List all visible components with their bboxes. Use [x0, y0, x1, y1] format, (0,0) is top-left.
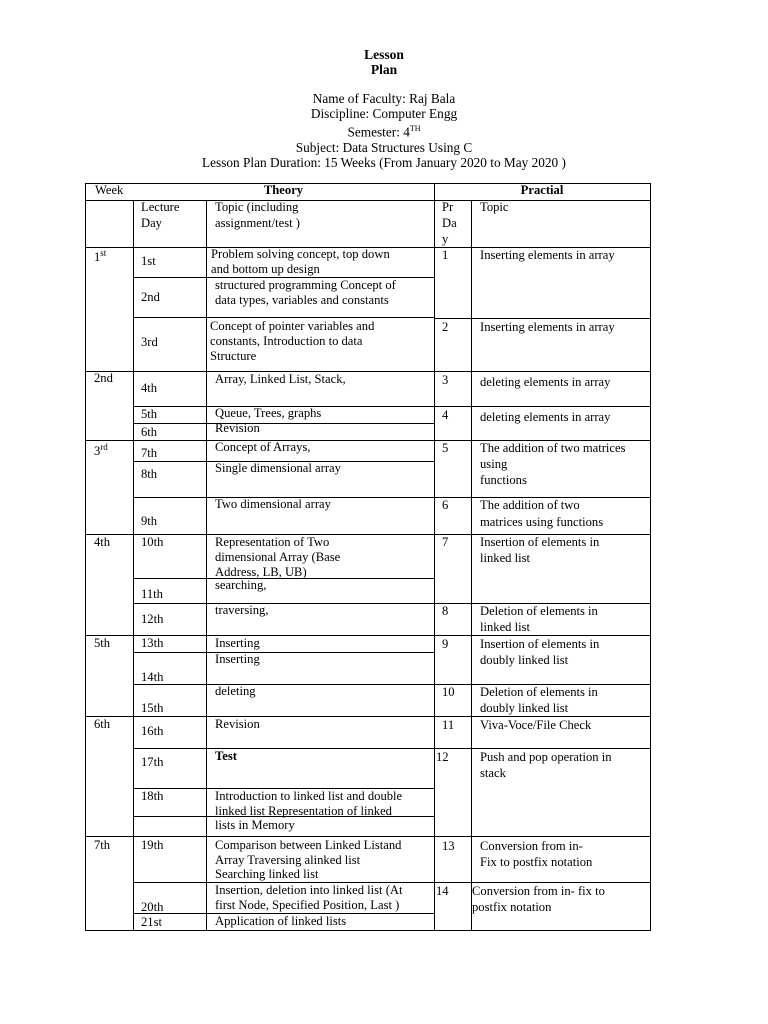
table-rule-horizontal: [85, 371, 651, 372]
lecture-day: 20th: [141, 900, 164, 914]
practical-topic: The addition of two matrices: [480, 441, 626, 455]
practical-day-header: y: [442, 232, 449, 246]
plan-duration: Lesson Plan Duration: 15 Weeks (From January 2020 to May 2020 ): [202, 155, 566, 171]
practical-topic: Insertion of elements in: [480, 637, 600, 651]
practical-topic: Deletion of elements in: [480, 685, 598, 699]
table-rule-horizontal: [85, 836, 651, 837]
table-rule-horizontal: [133, 603, 435, 604]
lecture-day: 12th: [141, 612, 164, 626]
table-rule-vertical: [471, 200, 472, 931]
lecture-topic: Single dimensional array: [215, 461, 341, 475]
week-label: 3rd: [94, 442, 108, 459]
lecture-day: 9th: [141, 514, 158, 528]
table-rule-horizontal: [85, 716, 651, 717]
lecture-day: 19th: [141, 838, 164, 852]
theory-topic-header: Topic (including: [215, 200, 299, 214]
lecture-day-header: Lecture: [141, 200, 180, 214]
table-rule-horizontal: [85, 930, 651, 931]
lesson-plan-title: [0, 47, 768, 77]
table-rule-horizontal: [85, 635, 651, 636]
lecture-day: 13th: [141, 636, 164, 650]
lecture-topic: Queue, Trees, graphs: [215, 406, 322, 420]
practical-day: 14: [436, 884, 449, 898]
table-rule-vertical: [133, 200, 134, 931]
lecture-day: 14th: [141, 670, 164, 684]
faculty-name: Name of Faculty: Raj Bala: [312, 91, 456, 106]
lecture-day: 2nd: [141, 290, 160, 304]
theory-topic-header: assignment/test ): [215, 216, 300, 230]
table-rule-vertical: [650, 183, 651, 931]
practical-day: 3: [442, 373, 449, 387]
lecture-topic: dimensional Array (Base: [215, 550, 341, 564]
lecture-topic: Comparison between Linked Listand: [215, 838, 402, 852]
practical-day: 11: [442, 718, 455, 732]
practical-day: 13: [442, 839, 455, 853]
subject: Subject: Data Structures Using C: [295, 140, 473, 156]
lecture-topic: first Node, Specified Position, Last ): [215, 897, 400, 912]
week-label: 2nd: [94, 371, 113, 385]
plan-info: [0, 91, 768, 170]
lecture-topic: Concept of Arrays,: [215, 440, 311, 454]
title-line-2: Plan: [370, 62, 398, 77]
lecture-topic: Revision: [215, 717, 260, 731]
lecture-topic: Application of linked lists: [215, 914, 347, 928]
lecture-day: 1st: [141, 254, 156, 268]
week-label: 7th: [94, 838, 111, 852]
table-rule-horizontal: [133, 423, 435, 424]
semester-suffix: TH: [409, 124, 421, 134]
lecture-topic: constants, Introduction to data: [210, 334, 363, 348]
theory-header: Theory: [263, 183, 304, 197]
practical-day: 12: [436, 750, 449, 764]
lecture-day-header: Day: [141, 216, 162, 230]
practical-day: 1: [442, 248, 449, 262]
practical-day: 4: [442, 408, 449, 422]
practical-topic: The addition of two: [480, 498, 580, 512]
week-suffix: st: [100, 248, 107, 258]
practical-topic: using: [480, 457, 508, 471]
discipline: Discipline: Computer Engg: [310, 106, 458, 122]
week-label: 6th: [94, 717, 111, 731]
week-suffix: rd: [100, 442, 108, 452]
lecture-topic: traversing,: [215, 603, 269, 617]
practical-day: 6: [442, 498, 449, 512]
practical-day: 7: [442, 535, 449, 549]
lecture-day: 15th: [141, 701, 164, 715]
table-rule-vertical: [85, 183, 86, 931]
lecture-topic: Two dimensional array: [215, 497, 331, 511]
lecture-day: 5th: [141, 407, 158, 421]
lecture-topic: Introduction to linked list and double: [215, 789, 403, 803]
lecture-topic: and bottom up design: [211, 262, 320, 276]
practical-day: 8: [442, 604, 449, 618]
practical-topic: doubly linked list: [480, 653, 569, 667]
week-label: 5th: [94, 636, 111, 650]
practical-day: 9: [442, 637, 449, 651]
practical-topic: postfix notation: [472, 900, 552, 914]
lecture-topic: Problem solving concept, top down: [211, 247, 390, 261]
practical-topic: deleting elements in array: [480, 375, 611, 389]
lecture-topic: linked list Representation of linked: [215, 803, 392, 818]
week-label: 4th: [94, 535, 111, 549]
semester-text: Semester: 4: [347, 124, 410, 140]
semester: [0, 121, 768, 140]
lecture-topic: lists in Memory: [215, 818, 295, 832]
week-header: Week: [95, 183, 124, 197]
practical-day: 5: [442, 441, 449, 455]
practical-day: 10: [442, 685, 455, 699]
practical-topic: Inserting elements in array: [480, 248, 615, 262]
table-rule-horizontal: [133, 652, 435, 653]
lecture-topic: searching,: [215, 578, 267, 592]
practical-header: Practial: [520, 183, 564, 197]
lecture-topic: Revision: [215, 421, 260, 435]
lecture-topic: Address, LB, UB): [215, 565, 307, 579]
table-rule-horizontal: [434, 318, 651, 319]
lecture-day: 17th: [141, 755, 164, 769]
lecture-topic: Array, Linked List, Stack,: [215, 372, 346, 386]
lecture-topic: Inserting: [215, 636, 260, 650]
practical-topic: matrices using functions: [480, 515, 604, 529]
table-rule-horizontal: [133, 748, 651, 749]
lecture-day: 6th: [141, 425, 158, 439]
lecture-topic: Array Traversing alinked list: [215, 852, 361, 867]
title-line-1: Lesson: [364, 47, 404, 62]
practical-topic: Inserting elements in array: [480, 320, 615, 334]
lecture-day: 16th: [141, 724, 164, 738]
table-rule-horizontal: [133, 406, 651, 407]
lecture-topic: Inserting: [215, 652, 260, 666]
lecture-topic: Structure: [210, 349, 257, 363]
practical-topic: Conversion from in- fix to: [472, 884, 605, 898]
practical-topic: stack: [480, 766, 506, 780]
practical-day-header: Pr: [442, 200, 454, 214]
table-rule-horizontal: [133, 317, 435, 318]
practical-day-header: Da: [442, 216, 457, 230]
lecture-day: 8th: [141, 467, 158, 481]
lecture-topic: Concept of pointer variables and: [210, 319, 375, 333]
practical-topic: deleting elements in array: [480, 410, 611, 424]
lecture-topic: Searching linked list: [215, 867, 319, 881]
lecture-topic: deleting: [215, 684, 256, 698]
practical-topic: doubly linked list: [480, 701, 569, 715]
lecture-day: 4th: [141, 381, 158, 395]
lecture-day: 10th: [141, 535, 164, 549]
lecture-topic: Insertion, deletion into linked list (At: [215, 883, 403, 897]
practical-topic: functions: [480, 473, 527, 487]
lecture-topic: structured programming Concept of: [215, 278, 396, 292]
practical-topic: Fix to postfix notation: [480, 855, 593, 869]
lecture-day: 21st: [141, 915, 162, 929]
lecture-day: 18th: [141, 789, 164, 803]
lecture-day: 3rd: [141, 335, 158, 349]
practical-topic: Deletion of elements in: [480, 604, 598, 618]
practical-topic: linked list: [480, 551, 531, 565]
table-rule-vertical: [206, 200, 207, 931]
table-rule-vertical: [434, 183, 435, 931]
practical-topic-header: Topic: [480, 200, 509, 214]
practical-topic: Insertion of elements in: [480, 535, 600, 549]
practical-topic: linked list: [480, 620, 531, 634]
lecture-topic: Test: [215, 749, 237, 763]
lecture-day: 7th: [141, 446, 158, 460]
practical-topic: Conversion from in-: [480, 839, 583, 853]
practical-topic: Push and pop operation in: [480, 750, 612, 764]
lecture-day: 11th: [141, 587, 163, 601]
week-label: 1st: [94, 248, 107, 265]
practical-topic: Viva-Voce/File Check: [480, 718, 592, 732]
lecture-topic: Representation of Two: [215, 535, 330, 549]
practical-day: 2: [442, 320, 449, 334]
lecture-topic: data types, variables and constants: [215, 293, 389, 307]
